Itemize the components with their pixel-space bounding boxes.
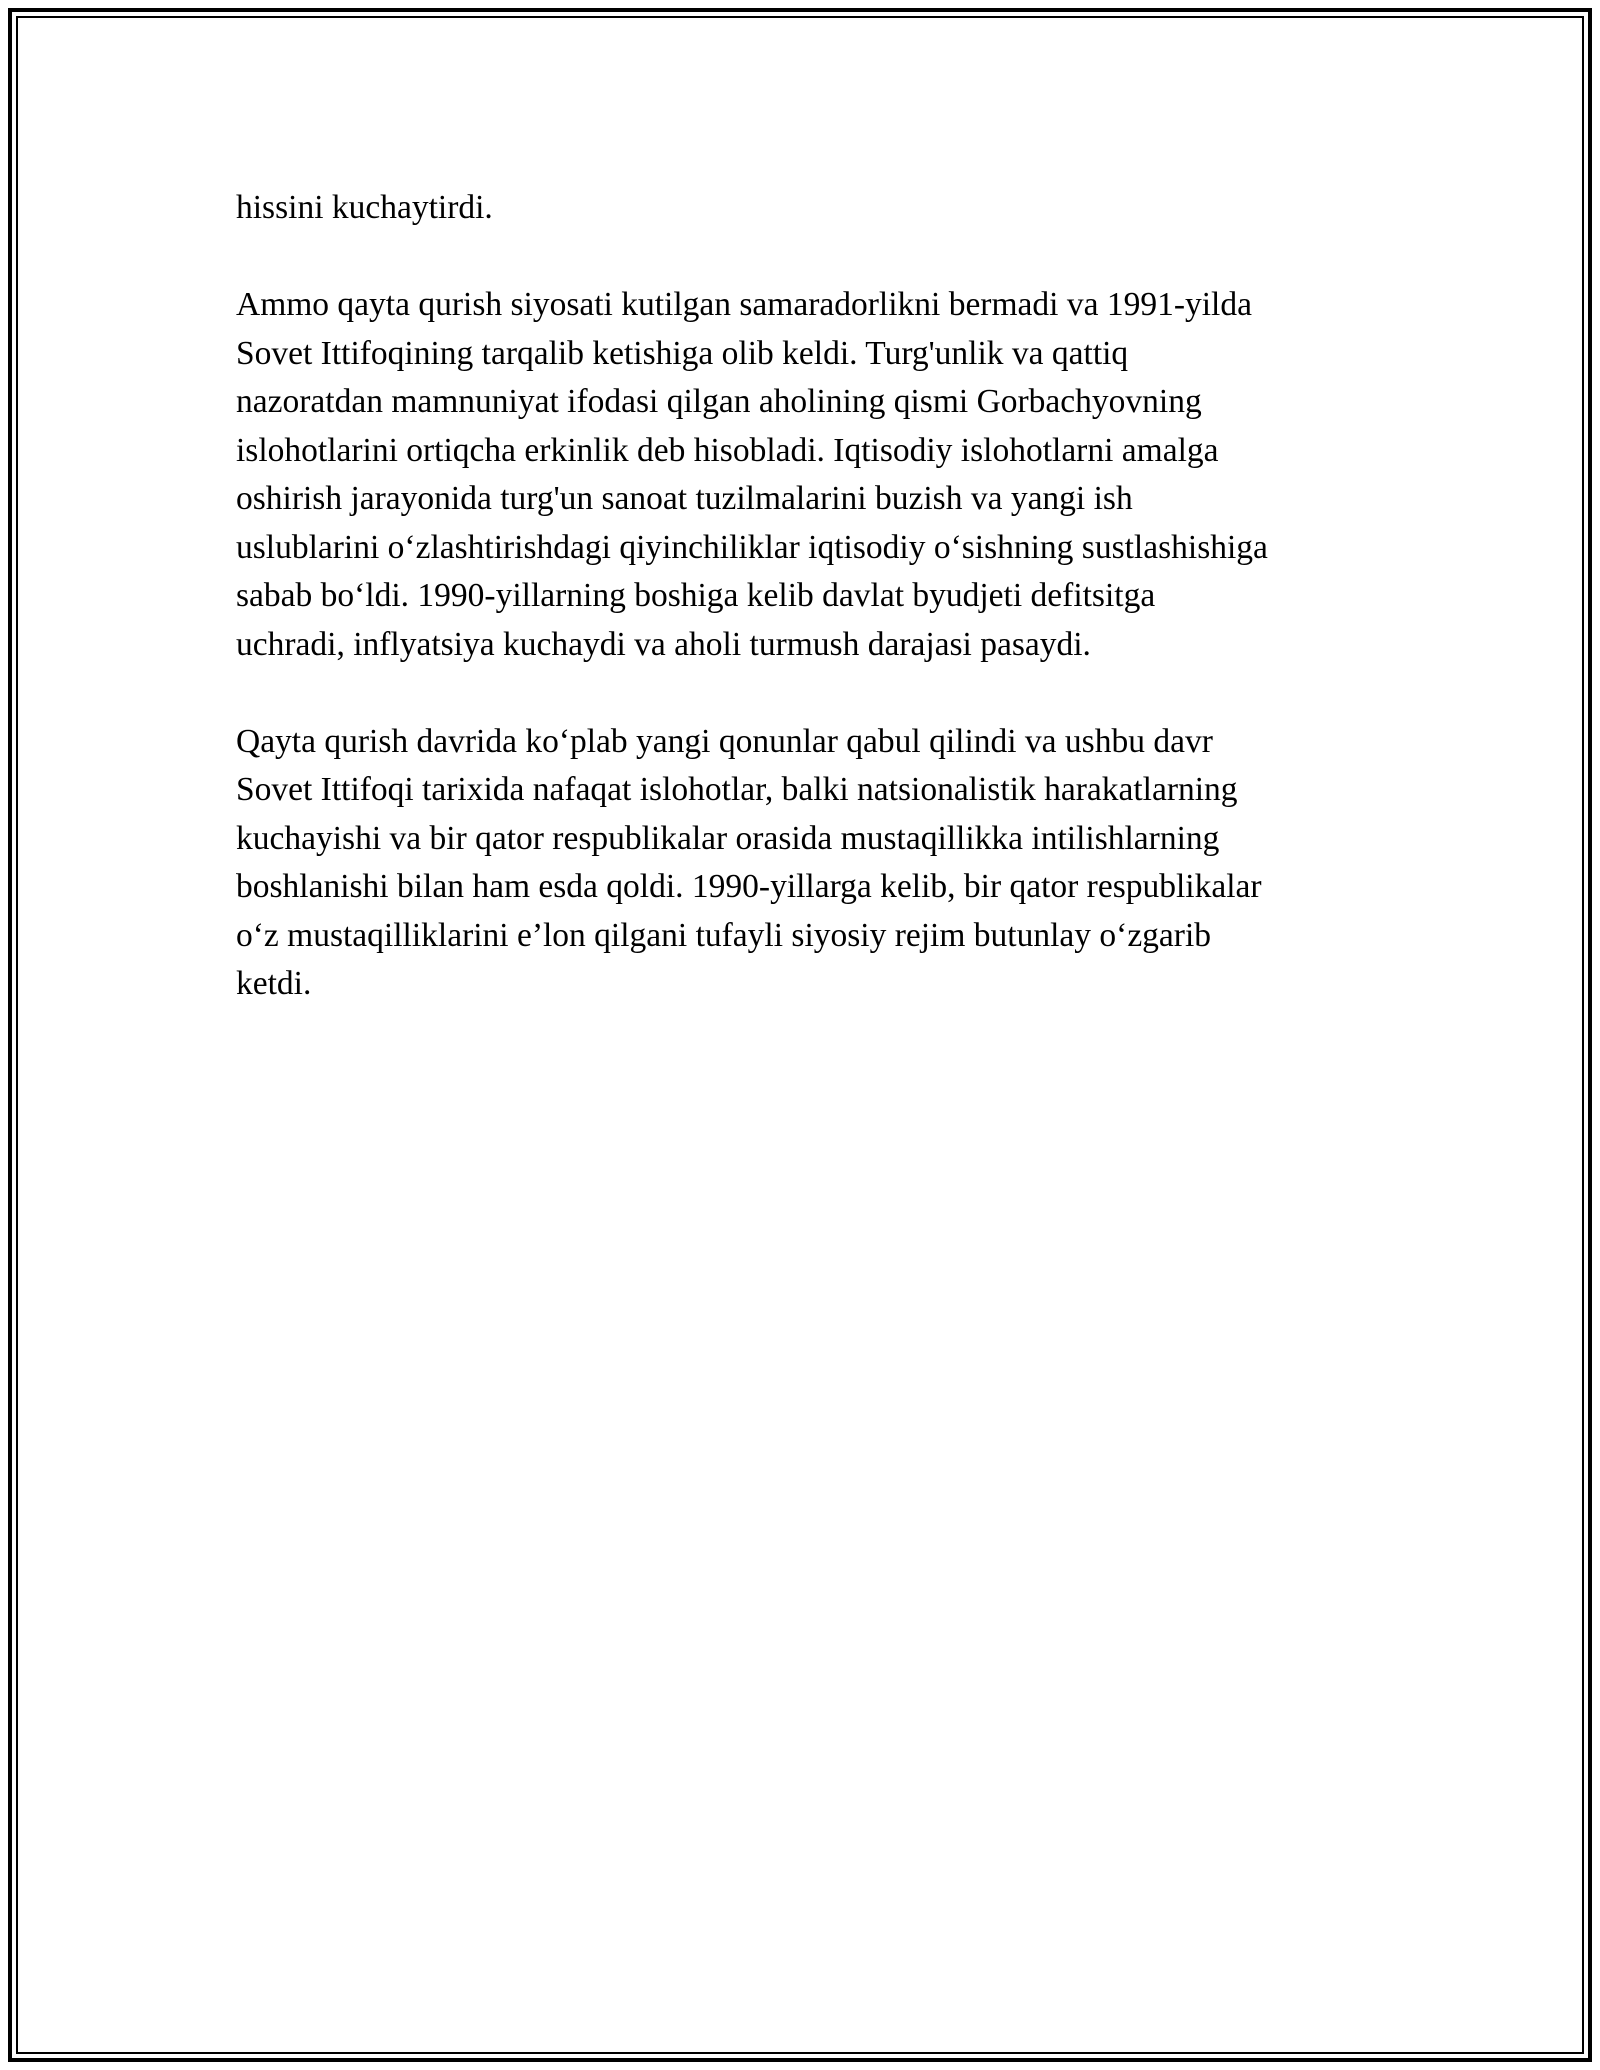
paragraph-3	[236, 718, 1376, 1009]
text-line: sabab bo‘ldi. 1990-yillarning boshiga kelib davlat byudjeti defitsitga	[236, 577, 1156, 614]
text-line: uslublarini o‘zlashtirishdagi qiyinchiliklar iqtisodiy o‘sishning sustlashishiga	[236, 528, 1268, 566]
text-line: Ammo qayta qurish siyosati kutilgan samaradorlikni bermadi va 1991-yilda	[236, 286, 1252, 323]
text-line: hissini kuchaytirdi.	[236, 189, 493, 226]
text-line: kuchayishi va bir qator respublikalar orasida mustaqillikka intilishlarning	[236, 819, 1220, 857]
text-line: Sovet Ittifoqi tarixida nafaqat islohotlar, balki natsionalistik harakatlarning	[236, 771, 1238, 808]
text-line: nazoratdan mamnuniyat ifodasi qilgan aholining qismi Gorbachyovning	[236, 383, 1202, 420]
text-line: o‘z mustaqilliklarini e’lon qilgani tufayli siyosiy rejim butunlay o‘zgarib	[236, 916, 1212, 954]
text-line: Qayta qurish davrida ko‘plab yangi qonunlar qabul qilindi va ushbu davr	[236, 722, 1213, 760]
paragraph-1	[236, 184, 1376, 233]
text-line: uchradi, inflyatsiya kuchaydi va aholi turmush darajasi pasaydi.	[236, 625, 1091, 663]
text-line: boshlanishi bilan ham esda qoldi. 1990-yillarga kelib, bir qator respublikalar	[236, 868, 1262, 905]
text-line: ketdi.	[236, 965, 312, 1002]
text-line: islohotlarini ortiqcha erkinlik deb hisobladi. Iqtisodiy islohotlarni amalga	[236, 431, 1219, 469]
text-line: Sovet Ittifoqining tarqalib ketishiga olib keldi. Turg'unlik va qattiq	[236, 334, 1129, 372]
paragraph-2	[236, 281, 1376, 669]
text-line: oshirish jarayonida turg'un sanoat tuzilmalarini buzish va yangi ish	[236, 480, 1133, 517]
document-body	[236, 184, 1376, 1057]
